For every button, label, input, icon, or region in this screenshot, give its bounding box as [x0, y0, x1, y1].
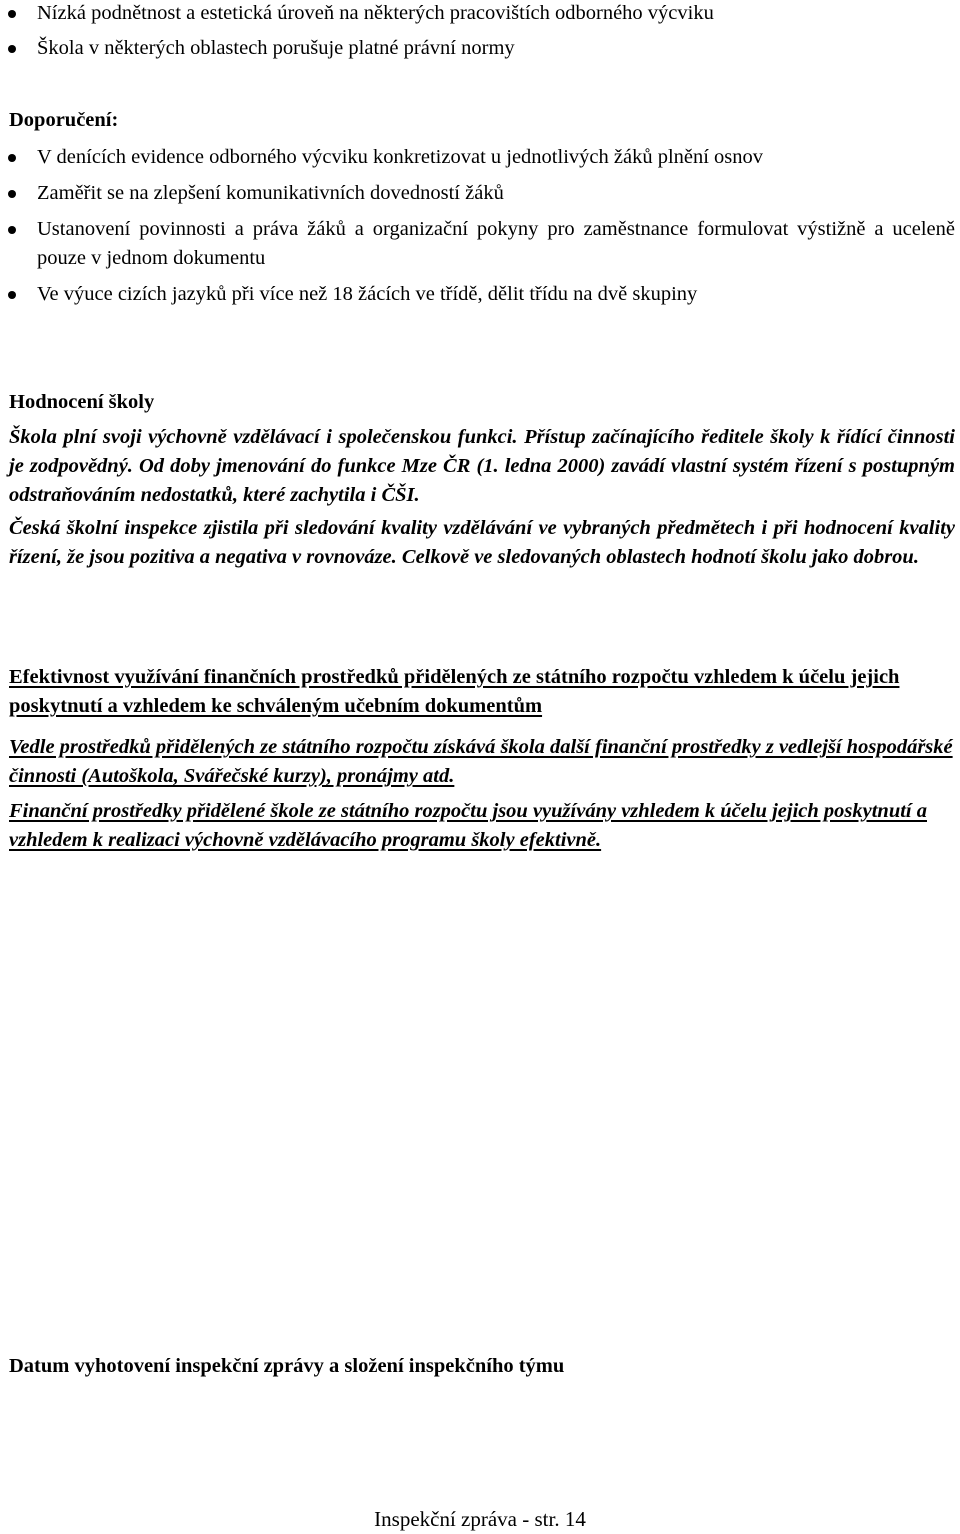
bullet-icon [8, 45, 16, 53]
recommendations-heading: Doporučení: [9, 109, 119, 131]
top-bullet-list [0, 0, 955, 63]
page-footer: Inspekční zpráva - str. 14 [374, 1507, 586, 1531]
finance-section [9, 733, 955, 855]
list-item: Škola v některých oblastech porušuje platné právní normy [0, 34, 955, 63]
evaluation-section [9, 423, 955, 572]
evaluation-heading: Hodnocení školy [9, 391, 155, 413]
recommendations-list [0, 143, 955, 309]
evaluation-paragraph-2: Česká školní inspekce zjistila při sledování kvality vzdělávání ve vybraných předmětech i při hodnocení kvality řízení, že jsou pozitiva a negativa v rovnováze. Celkově ve sledovaných oblastech hodnotí školu jako dobrou. [9, 517, 955, 568]
bullet-icon [8, 10, 16, 18]
list-item: Ustanovení povinnosti a práva žáků a organizační pokyny pro zaměstnance formulovat výstižně a uceleně pouze v jednom dokumentu [0, 215, 955, 273]
finance-paragraph-1: Vedle prostředků přidělených ze státního rozpočtu získává škola další finanční prostředky z vedlejší hospodářské činnosti (Autoškola, Svářečské kurzy), pronájmy atd. [9, 736, 953, 787]
finance-heading: Efektivnost využívání finančních prostředků přidělených ze státního rozpočtu vzhledem k účelu jejich poskytnutí a vzhledem ke schváleným učebním dokumentům [9, 666, 900, 717]
list-item: Ve výuce cizích jazyků při více než 18 žácích ve třídě, dělit třídu na dvě skupiny [0, 280, 955, 309]
bullet-icon [8, 154, 16, 162]
bullet-icon [8, 226, 16, 234]
bullet-icon [8, 291, 16, 299]
date-section-heading: Datum vyhotovení inspekční zprávy a složení inspekčního týmu [9, 1355, 565, 1377]
finance-paragraph-2: Finanční prostředky přidělené škole ze státního rozpočtu jsou využívány vzhledem k účelu jejich poskytnutí a vzhledem k realizaci výchovně vzdělávacího programu školy efektivně. [9, 800, 927, 851]
list-item: V denících evidence odborného výcviku konkretizovat u jednotlivých žáků plnění osnov [0, 143, 955, 172]
list-item: Zaměřit se na zlepšení komunikativních dovedností žáků [0, 179, 955, 208]
bullet-icon [8, 190, 16, 198]
list-item: Nízká podnětnost a estetická úroveň na některých pracovištích odborného výcviku [0, 0, 955, 28]
evaluation-paragraph-1: Škola plní svoji výchovně vzdělávací i společenskou funkci. Přístup začínajícího ředitele školy k řídící činnosti je zodpovědný. Od doby jmenování do funkce Mze ČR (1. ledna 2000) zavádí vlastní systém řízení s postupným odstraňováním nedostatků, které zachytila i ČŠI. [9, 426, 955, 506]
